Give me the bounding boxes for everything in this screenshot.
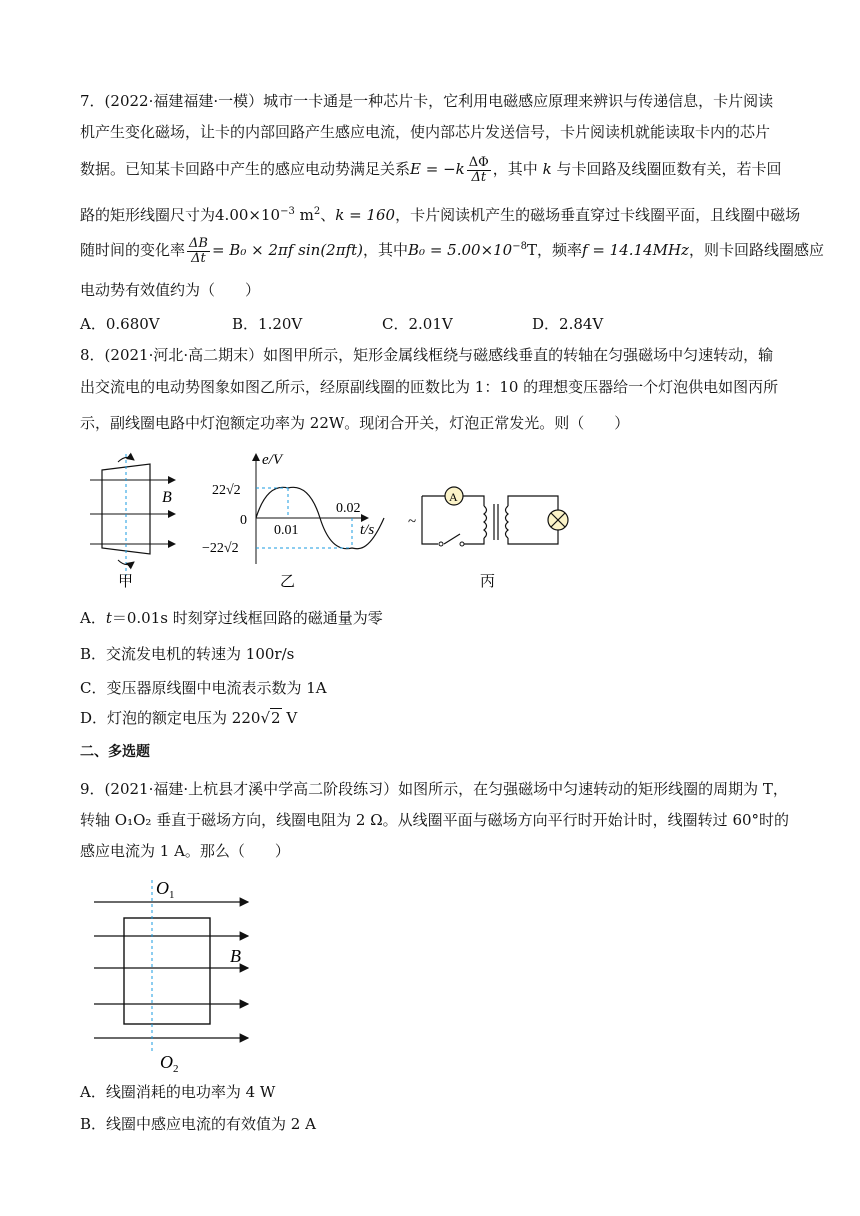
q7-k-value: k = 160	[335, 206, 396, 224]
opt-text: D．灯泡的额定电压为 220	[80, 709, 261, 727]
q8-option-b[interactable]: B．交流发电机的转速为 100r/s	[80, 645, 295, 663]
q7-text: ，卡片阅读机产生的磁场垂直穿过卡线圈平面，且线圈中磁场	[395, 206, 801, 224]
q7-option-c[interactable]: C．2.01V	[382, 315, 453, 333]
q7-fraction-dphi-dt	[467, 156, 491, 185]
opt-t: t	[105, 609, 112, 627]
opt-sqrt: 2	[271, 709, 281, 727]
q7-line-2: 机产生变化磁场，让卡的内部回路产生感应电流，使内部芯片发送信号，卡片阅读机就能读取卡内的芯片	[80, 123, 771, 141]
q7-area: 4.00×10	[215, 206, 281, 224]
q7-option-a[interactable]: A．0.680V	[80, 315, 160, 333]
q7-k: k	[542, 160, 552, 178]
q7-frequency: f = 14.14MHz	[582, 241, 689, 259]
opt-text: ＝0.01s 时刻穿过线框回路的磁通量为零	[111, 609, 383, 627]
e-axis-label: e/V	[262, 452, 282, 468]
o2-label: $O_2$	[160, 1052, 179, 1075]
q7-text: ，频率	[537, 241, 583, 259]
q9-option-b[interactable]: B．线圈中感应电流的有效值为 2 A	[80, 1115, 316, 1133]
q9-line-2: 转轴 O₁O₂ 垂直于磁场方向，线圈电阻为 2 Ω。从线圈平面与磁场方向平行时开始计时，线圈转过 60°时的	[80, 811, 790, 829]
q7-b0: B₀ = 5.00×10	[408, 241, 513, 259]
q7-area-unit-exp: 2	[313, 206, 321, 217]
peak-pos-label: 22√2	[212, 483, 241, 498]
zero-label: 0	[240, 513, 247, 528]
q7-line-5	[80, 226, 824, 271]
opt-prefix: A．	[80, 609, 106, 627]
q7-rate-formula: = B₀ × 2πf sin(2πft)	[211, 241, 364, 259]
q8-option-d[interactable]: D．灯泡的额定电压为 220√2 V	[80, 709, 298, 727]
q7-fraction-db-dt	[187, 237, 210, 266]
q7-text: 、	[320, 206, 336, 224]
q8-line-1: 8．(2021·河北·高二期末）如图甲所示，矩形金属线框绕与磁感线垂直的转轴在匀强磁场中匀速转动，输	[80, 346, 774, 364]
q8-figure-jia	[80, 448, 190, 593]
o1-label: $O_1$	[156, 878, 175, 901]
frac-numerator: ΔΦ	[468, 154, 489, 170]
q7-b0-exp: −8	[512, 241, 527, 252]
q7-text: ，其中	[363, 241, 409, 259]
q7-line-3	[80, 148, 780, 190]
peak-neg-label: −22√2	[202, 541, 239, 556]
q8-option-a[interactable]	[80, 606, 383, 630]
q7-text: ，则卡回路线圈感应	[688, 241, 824, 259]
ac-source-label: ~	[408, 514, 417, 530]
q9-figure	[88, 876, 258, 1076]
q8-line-3: 示，副线圈电路中灯泡额定功率为 22W。现闭合开关，灯泡正常发光。则（ ）	[80, 414, 630, 432]
yi-caption: 乙	[280, 574, 296, 590]
q7-b0-unit: T	[526, 241, 537, 259]
tick-002: 0.02	[336, 501, 361, 516]
t-axis-label: t/s	[360, 522, 375, 538]
q7-option-b[interactable]: B．1.20V	[232, 315, 303, 333]
frac-denominator: Δt	[471, 169, 487, 185]
bing-caption: 丙	[480, 574, 496, 590]
jia-b-label: B	[162, 489, 172, 506]
coil-rect	[124, 918, 210, 1024]
q8-figure-bing	[400, 448, 590, 593]
q8-figure-yi	[196, 448, 386, 593]
tick-001: 0.01	[274, 523, 299, 538]
q7-area-exp: −3	[280, 206, 295, 217]
q7-text: 路的矩形线圈尺寸为	[80, 206, 216, 224]
frac-numerator: ΔB	[189, 235, 208, 251]
q7-text: ，其中	[492, 160, 538, 178]
q7-area-unit: m	[299, 206, 314, 224]
q7-option-d[interactable]: D．2.84V	[532, 315, 604, 333]
q8-option-c[interactable]: C．变压器原线圈中电流表示数为 1A	[80, 679, 327, 697]
switch-icon	[444, 534, 460, 544]
q9-line-3: 感应电流为 1 A。那么（ ）	[80, 842, 290, 860]
jia-caption: 甲	[118, 574, 134, 590]
q7-emf-formula: E = −k	[410, 160, 465, 178]
q8-line-2: 出交流电的电动势图象如图乙所示，经原副线圈的匝数比为 1：10 的理想变压器给一个灯泡供电如图丙所	[80, 378, 779, 396]
q9-option-a[interactable]: A．线圈消耗的电功率为 4 W	[80, 1083, 276, 1101]
q7-text: 随时间的变化率	[80, 241, 186, 259]
q9-line-1: 9．(2021·福建·上杭县才溪中学高二阶段练习）如图所示，在匀强磁场中匀速转动的矩形线圈的周期为 T，	[80, 780, 788, 798]
q7-text: 数据。已知某卡回路中产生的感应电动势满足关系	[80, 160, 411, 178]
ammeter-label: A	[449, 490, 458, 504]
b-field-label: B	[230, 946, 241, 966]
q7-line-1: 7．(2022·福建福建·一模）城市一卡通是一种芯片卡，它利用电磁感应原理来辨识与传递信息，卡片阅读	[80, 92, 774, 110]
q7-text: 与卡回路及线圈匝数有关，若卡回	[556, 160, 782, 178]
opt-unit: V	[281, 709, 298, 727]
frac-denominator: Δt	[191, 250, 206, 266]
q7-line-6: 电动势有效值约为（ ）	[80, 281, 261, 299]
section-heading: 二、多选题	[80, 744, 150, 760]
